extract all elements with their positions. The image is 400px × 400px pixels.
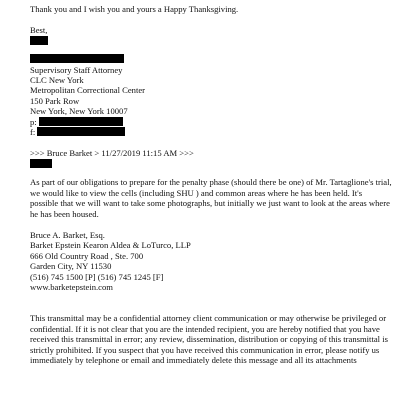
redaction-block	[39, 117, 123, 126]
fax-label: f:	[30, 127, 36, 138]
redacted-signature-name	[30, 54, 392, 64]
sender-website[interactable]: www.barketepstein.com	[30, 281, 113, 292]
sender-name: Bruce A. Barket, Esq.	[30, 229, 105, 240]
signoff-text: Best,	[30, 25, 48, 36]
sender-phones: (516) 745 1500 [P] (516) 745 1245 [F]	[30, 271, 164, 282]
signature-city: New York, New York 10007	[30, 106, 128, 117]
signature-street: 150 Park Row	[30, 95, 80, 106]
redacted-greeting	[30, 159, 392, 169]
sender-street: 666 Old Country Road , Ste. 700	[30, 250, 144, 261]
redaction-block	[30, 54, 124, 63]
signature-fax-row	[30, 127, 392, 137]
sender-firm: Barket Epstein Kearon Aldea & LoTurco, LLP	[30, 240, 191, 251]
quoted-header: >>> Bruce Barket > 11/27/2019 11:15 AM >>>	[30, 148, 194, 159]
redaction-block	[30, 36, 48, 45]
confidentiality-disclaimer: This transmittal may be a confidential attorney client communication or may otherwise be privileged or confidential. If it is not clear that you are the intended recipient, you are hereby notified that you have received this transmittal in error; any review, dissemination, distribution or copying of this transmittal is strictly prohibited. If you suspect that you have received this communication in error, please notify us immediately by telephone or email and immediately delete this message and all its attachments	[30, 313, 388, 365]
signature-facility: Metropolitan Correctional Center	[30, 85, 146, 96]
redaction-block	[30, 159, 52, 168]
phone-label: p:	[30, 116, 37, 127]
redacted-sender-name	[30, 36, 392, 46]
signature-org: CLC New York	[30, 75, 84, 86]
signature-phone-row	[30, 117, 392, 127]
email-document	[30, 4, 392, 365]
redaction-block	[37, 127, 125, 136]
sender-city: Garden City, NY 11530	[30, 261, 112, 272]
signature-title: Supervisory Staff Attorney	[30, 64, 123, 75]
closing-line: Thank you and I wish you and yours a Happy Thanksgiving.	[30, 4, 239, 14]
body-paragraph: As part of our obligations to prepare for the penalty phase (should there be one) of Mr. Tartaglione's trial, we would like to view the cells (including SHU ) and common areas where he has been held. It's possible that we will want to take some photographs, but initially we just want to look at the areas where he has been housed.	[30, 177, 392, 219]
